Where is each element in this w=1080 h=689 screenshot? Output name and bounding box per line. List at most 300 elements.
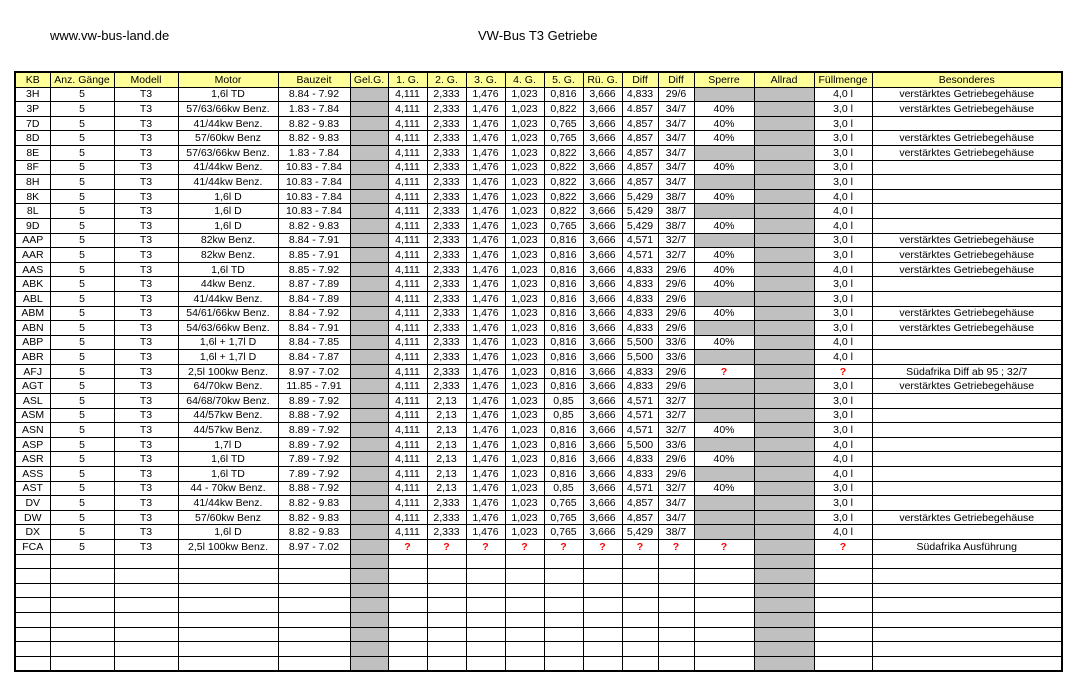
table-cell [350, 467, 388, 482]
table-cell: 64/68/70kw Benz. [178, 394, 278, 409]
table-cell: 8.88 - 7.92 [278, 408, 350, 423]
table-cell: 4.857 [622, 102, 658, 117]
table-cell: verstärktes Getriebegehäuse [872, 262, 1062, 277]
table-cell: 1,023 [505, 131, 544, 146]
table-cell [694, 379, 754, 394]
table-cell: 0,816 [544, 452, 583, 467]
table-cell [872, 496, 1062, 511]
empty-cell [178, 569, 278, 584]
table-cell: 4,833 [622, 452, 658, 467]
column-header: 2. G. [427, 72, 466, 87]
table-cell [754, 496, 814, 511]
table-cell: 3,0 l [814, 408, 872, 423]
table-cell: 3,666 [583, 248, 622, 263]
table-cell: 4,111 [388, 87, 427, 102]
table-cell: 2,13 [427, 408, 466, 423]
table-cell: 2,333 [427, 233, 466, 248]
empty-cell [754, 554, 814, 569]
table-cell: 8.82 - 9.83 [278, 218, 350, 233]
table-cell [754, 233, 814, 248]
table-cell: 4,111 [388, 277, 427, 292]
table-cell: 5 [50, 145, 114, 160]
table-cell: 3,666 [583, 306, 622, 321]
table-row [15, 277, 1062, 292]
table-cell: ABM [15, 306, 50, 321]
table-cell: DX [15, 525, 50, 540]
empty-cell [15, 598, 50, 613]
empty-cell [350, 569, 388, 584]
empty-cell [622, 554, 658, 569]
table-cell [754, 160, 814, 175]
empty-cell [583, 612, 622, 627]
table-cell: AAP [15, 233, 50, 248]
empty-cell [466, 569, 505, 584]
table-cell: 1,476 [466, 364, 505, 379]
table-cell [754, 175, 814, 190]
table-cell: ? [694, 540, 754, 555]
table-cell: 3,666 [583, 277, 622, 292]
table-cell: 2,333 [427, 277, 466, 292]
empty-cell [694, 554, 754, 569]
table-cell: 1,6l D [178, 189, 278, 204]
table-cell: 1,023 [505, 437, 544, 452]
empty-cell [15, 583, 50, 598]
table-cell: 57/63/66kw Benz. [178, 102, 278, 117]
table-row [15, 510, 1062, 525]
table-cell: 3,0 l [814, 379, 872, 394]
table-cell: 3,0 l [814, 233, 872, 248]
table-cell [872, 175, 1062, 190]
table-cell: 4,111 [388, 262, 427, 277]
column-header: KB [15, 72, 50, 87]
table-cell: ? [466, 540, 505, 555]
table-cell: 5 [50, 248, 114, 263]
table-header-row [15, 72, 1062, 87]
empty-cell [114, 583, 178, 598]
empty-cell [388, 598, 427, 613]
table-cell [350, 452, 388, 467]
table-cell: 1,476 [466, 481, 505, 496]
table-cell: 1,023 [505, 145, 544, 160]
table-cell: T3 [114, 364, 178, 379]
table-cell: 8.89 - 7.92 [278, 437, 350, 452]
table-cell: 4,111 [388, 350, 427, 365]
empty-cell [583, 656, 622, 671]
empty-cell [622, 612, 658, 627]
table-cell: 0,816 [544, 364, 583, 379]
table-cell: 1,6l D [178, 218, 278, 233]
table-cell: 5 [50, 525, 114, 540]
table-row [15, 262, 1062, 277]
table-cell: 3,0 l [814, 175, 872, 190]
table-row [15, 408, 1062, 423]
table-cell: 2,333 [427, 335, 466, 350]
table-cell: 38/7 [658, 525, 694, 540]
table-cell: 1,476 [466, 262, 505, 277]
table-cell: verstärktes Getriebegehäuse [872, 233, 1062, 248]
table-cell: 2,333 [427, 175, 466, 190]
table-cell: 2,333 [427, 87, 466, 102]
table-cell: 2,333 [427, 248, 466, 263]
table-cell: FCA [15, 540, 50, 555]
table-cell: 34/7 [658, 145, 694, 160]
empty-cell [278, 656, 350, 671]
table-cell: T3 [114, 87, 178, 102]
empty-row [15, 569, 1062, 584]
table-cell: 3,666 [583, 131, 622, 146]
table-cell: 2,333 [427, 321, 466, 336]
table-cell: 8.88 - 7.92 [278, 481, 350, 496]
table-cell: 29/6 [658, 452, 694, 467]
empty-cell [178, 554, 278, 569]
table-cell: ASL [15, 394, 50, 409]
table-cell [754, 87, 814, 102]
column-header: Gel.G. [350, 72, 388, 87]
table-cell [350, 131, 388, 146]
table-cell [754, 335, 814, 350]
empty-cell [466, 583, 505, 598]
table-cell: 1,476 [466, 423, 505, 438]
table-cell: 4,111 [388, 496, 427, 511]
empty-cell [427, 642, 466, 657]
column-header: Rü. G. [583, 72, 622, 87]
empty-cell [622, 569, 658, 584]
table-cell: T3 [114, 145, 178, 160]
table-cell: 57/60kw Benz [178, 131, 278, 146]
table-cell: 5 [50, 262, 114, 277]
table-row [15, 131, 1062, 146]
table-cell: 40% [694, 160, 754, 175]
column-header: 4. G. [505, 72, 544, 87]
table-cell: 40% [694, 452, 754, 467]
table-cell: 1,6l TD [178, 87, 278, 102]
table-cell: ? [814, 364, 872, 379]
table-cell: 8E [15, 145, 50, 160]
table-cell: 3,666 [583, 321, 622, 336]
table-cell: T3 [114, 394, 178, 409]
table-cell: 0,816 [544, 306, 583, 321]
table-cell: 3,666 [583, 145, 622, 160]
empty-cell [583, 583, 622, 598]
table-cell: 3,0 l [814, 160, 872, 175]
empty-cell [544, 612, 583, 627]
table-row [15, 189, 1062, 204]
table-cell [694, 350, 754, 365]
table-cell: 3,666 [583, 291, 622, 306]
empty-cell [583, 598, 622, 613]
empty-cell [694, 598, 754, 613]
table-cell: 38/7 [658, 218, 694, 233]
empty-cell [814, 598, 872, 613]
empty-row [15, 627, 1062, 642]
table-cell: 4,111 [388, 131, 427, 146]
empty-cell [114, 612, 178, 627]
site-url: www.vw-bus-land.de [50, 28, 170, 43]
table-cell: 2,333 [427, 131, 466, 146]
table-cell: 4,0 l [814, 262, 872, 277]
table-cell: 4,111 [388, 175, 427, 190]
table-cell [694, 496, 754, 511]
table-cell: 1,476 [466, 160, 505, 175]
empty-cell [754, 598, 814, 613]
table-cell: 3,666 [583, 175, 622, 190]
table-row [15, 540, 1062, 555]
table-cell: 4,111 [388, 321, 427, 336]
table-cell: 2,13 [427, 452, 466, 467]
empty-cell [278, 554, 350, 569]
empty-cell [544, 656, 583, 671]
table-cell: 1,476 [466, 218, 505, 233]
table-row [15, 248, 1062, 263]
empty-cell [427, 656, 466, 671]
empty-cell [544, 598, 583, 613]
table-cell: 3,666 [583, 350, 622, 365]
table-cell [694, 510, 754, 525]
table-cell [350, 189, 388, 204]
table-cell: ASM [15, 408, 50, 423]
table-cell: 7D [15, 116, 50, 131]
table-cell [694, 408, 754, 423]
table-cell: 2,333 [427, 525, 466, 540]
empty-cell [278, 569, 350, 584]
table-cell: 1,476 [466, 408, 505, 423]
table-cell: 1,023 [505, 335, 544, 350]
empty-cell [872, 642, 1062, 657]
table-cell: 4,571 [622, 423, 658, 438]
table-cell: 1,023 [505, 116, 544, 131]
table-cell: 7.89 - 7.92 [278, 467, 350, 482]
table-row [15, 423, 1062, 438]
table-cell [754, 131, 814, 146]
empty-cell [15, 554, 50, 569]
table-cell: 1,7l D [178, 437, 278, 452]
table-cell: 3,666 [583, 379, 622, 394]
table-cell [754, 321, 814, 336]
table-cell: 8D [15, 131, 50, 146]
table-row [15, 87, 1062, 102]
table-cell: 8.82 - 9.83 [278, 131, 350, 146]
table-cell: T3 [114, 204, 178, 219]
empty-cell [505, 642, 544, 657]
table-cell: 8.82 - 9.83 [278, 525, 350, 540]
table-cell: 34/7 [658, 175, 694, 190]
table-cell: ASS [15, 467, 50, 482]
table-cell: 82kw Benz. [178, 233, 278, 248]
empty-cell [505, 554, 544, 569]
empty-cell [505, 627, 544, 642]
empty-cell [754, 656, 814, 671]
table-cell: 40% [694, 102, 754, 117]
table-cell [754, 525, 814, 540]
table-cell: 2,5l 100kw Benz. [178, 364, 278, 379]
empty-cell [350, 627, 388, 642]
table-cell: 5,429 [622, 189, 658, 204]
table-cell [872, 467, 1062, 482]
table-cell: 4,111 [388, 233, 427, 248]
table-cell: 5 [50, 204, 114, 219]
empty-cell [872, 583, 1062, 598]
table-cell: ? [583, 540, 622, 555]
table-cell: 4,111 [388, 204, 427, 219]
table-cell: 4,111 [388, 102, 427, 117]
table-cell: 4,833 [622, 467, 658, 482]
table-cell [872, 452, 1062, 467]
table-cell [872, 291, 1062, 306]
table-cell: 2,333 [427, 291, 466, 306]
table-cell: 4,857 [622, 116, 658, 131]
table-cell [350, 496, 388, 511]
table-cell: 3,0 l [814, 116, 872, 131]
table-cell: 5 [50, 496, 114, 511]
table-cell: 1,476 [466, 467, 505, 482]
empty-cell [505, 583, 544, 598]
column-header: Diff [658, 72, 694, 87]
table-cell: 29/6 [658, 467, 694, 482]
table-cell: 4,111 [388, 291, 427, 306]
table-cell: 1,476 [466, 175, 505, 190]
table-cell: 2,13 [427, 437, 466, 452]
table-row [15, 481, 1062, 496]
table-cell: ? [694, 364, 754, 379]
empty-cell [658, 569, 694, 584]
table-cell: 1,6l TD [178, 262, 278, 277]
column-header: Modell [114, 72, 178, 87]
table-cell: 33/6 [658, 437, 694, 452]
table-cell [350, 510, 388, 525]
table-cell: 4,571 [622, 481, 658, 496]
empty-cell [427, 612, 466, 627]
table-cell: 1,023 [505, 525, 544, 540]
empty-cell [694, 612, 754, 627]
table-cell: 0,822 [544, 160, 583, 175]
table-row [15, 452, 1062, 467]
column-header: Diff [622, 72, 658, 87]
table-cell: 0,85 [544, 394, 583, 409]
table-cell: 3,0 l [814, 291, 872, 306]
table-cell: 5 [50, 116, 114, 131]
table-cell: T3 [114, 306, 178, 321]
document-title: VW-Bus T3 Getriebe [478, 28, 598, 43]
table-cell: 3,0 l [814, 102, 872, 117]
table-cell [754, 306, 814, 321]
table-cell: T3 [114, 277, 178, 292]
table-cell: 1,023 [505, 102, 544, 117]
table-cell: 2,333 [427, 204, 466, 219]
table-cell: 29/6 [658, 277, 694, 292]
table-cell [872, 437, 1062, 452]
empty-cell [694, 569, 754, 584]
table-cell: 4,0 l [814, 350, 872, 365]
table-cell [754, 277, 814, 292]
table-cell: ? [544, 540, 583, 555]
table-cell: 1,023 [505, 189, 544, 204]
table-cell [350, 102, 388, 117]
table-cell: 3,666 [583, 467, 622, 482]
table-cell: 0,816 [544, 262, 583, 277]
table-cell: 5 [50, 452, 114, 467]
column-header: Anz. Gänge [50, 72, 114, 87]
table-cell: 4,857 [622, 510, 658, 525]
empty-cell [427, 627, 466, 642]
table-cell: 38/7 [658, 204, 694, 219]
table-cell: 1,023 [505, 467, 544, 482]
table-cell: 38/7 [658, 189, 694, 204]
table-cell [754, 408, 814, 423]
table-cell: 32/7 [658, 423, 694, 438]
table-cell: 32/7 [658, 394, 694, 409]
table-cell: 1,476 [466, 248, 505, 263]
table-cell: 1,023 [505, 233, 544, 248]
table-cell: 1,476 [466, 233, 505, 248]
table-cell: 0,765 [544, 116, 583, 131]
table-cell: AST [15, 481, 50, 496]
table-cell [872, 408, 1062, 423]
empty-cell [658, 627, 694, 642]
empty-cell [754, 642, 814, 657]
empty-cell [622, 656, 658, 671]
table-cell: 1,476 [466, 306, 505, 321]
empty-cell [583, 642, 622, 657]
empty-cell [754, 612, 814, 627]
table-cell: 4,111 [388, 160, 427, 175]
table-cell: 4,111 [388, 481, 427, 496]
table-cell: 1,6l D [178, 525, 278, 540]
table-cell: ASR [15, 452, 50, 467]
table-cell: 33/6 [658, 350, 694, 365]
table-cell: 4,111 [388, 452, 427, 467]
table-cell: 64/70kw Benz. [178, 379, 278, 394]
table-cell: 0,816 [544, 379, 583, 394]
table-cell: 34/7 [658, 510, 694, 525]
table-cell: 5 [50, 481, 114, 496]
table-cell: 34/7 [658, 131, 694, 146]
table-cell [872, 277, 1062, 292]
table-cell: T3 [114, 102, 178, 117]
table-cell: 0,822 [544, 145, 583, 160]
table-cell: verstärktes Getriebegehäuse [872, 379, 1062, 394]
empty-cell [872, 612, 1062, 627]
table-cell: 4,833 [622, 364, 658, 379]
empty-cell [658, 583, 694, 598]
table-cell: 8.89 - 7.92 [278, 423, 350, 438]
table-row [15, 335, 1062, 350]
empty-cell [754, 627, 814, 642]
table-cell: 40% [694, 116, 754, 131]
table-cell [350, 277, 388, 292]
table-cell: 4,833 [622, 277, 658, 292]
table-cell [694, 233, 754, 248]
empty-cell [278, 627, 350, 642]
table-cell: 4,111 [388, 306, 427, 321]
empty-cell [427, 598, 466, 613]
table-cell: 0,816 [544, 423, 583, 438]
empty-cell [350, 554, 388, 569]
empty-cell [505, 569, 544, 584]
table-cell: 0,85 [544, 481, 583, 496]
table-cell: 40% [694, 248, 754, 263]
empty-cell [622, 642, 658, 657]
table-cell: 3,0 l [814, 277, 872, 292]
table-row [15, 496, 1062, 511]
table-cell [350, 394, 388, 409]
table-cell: 1,023 [505, 394, 544, 409]
table-cell: 1,476 [466, 277, 505, 292]
table-cell: 1,023 [505, 496, 544, 511]
table-cell: T3 [114, 248, 178, 263]
table-cell: 4,571 [622, 408, 658, 423]
table-cell: 3H [15, 87, 50, 102]
table-cell: 0,822 [544, 189, 583, 204]
